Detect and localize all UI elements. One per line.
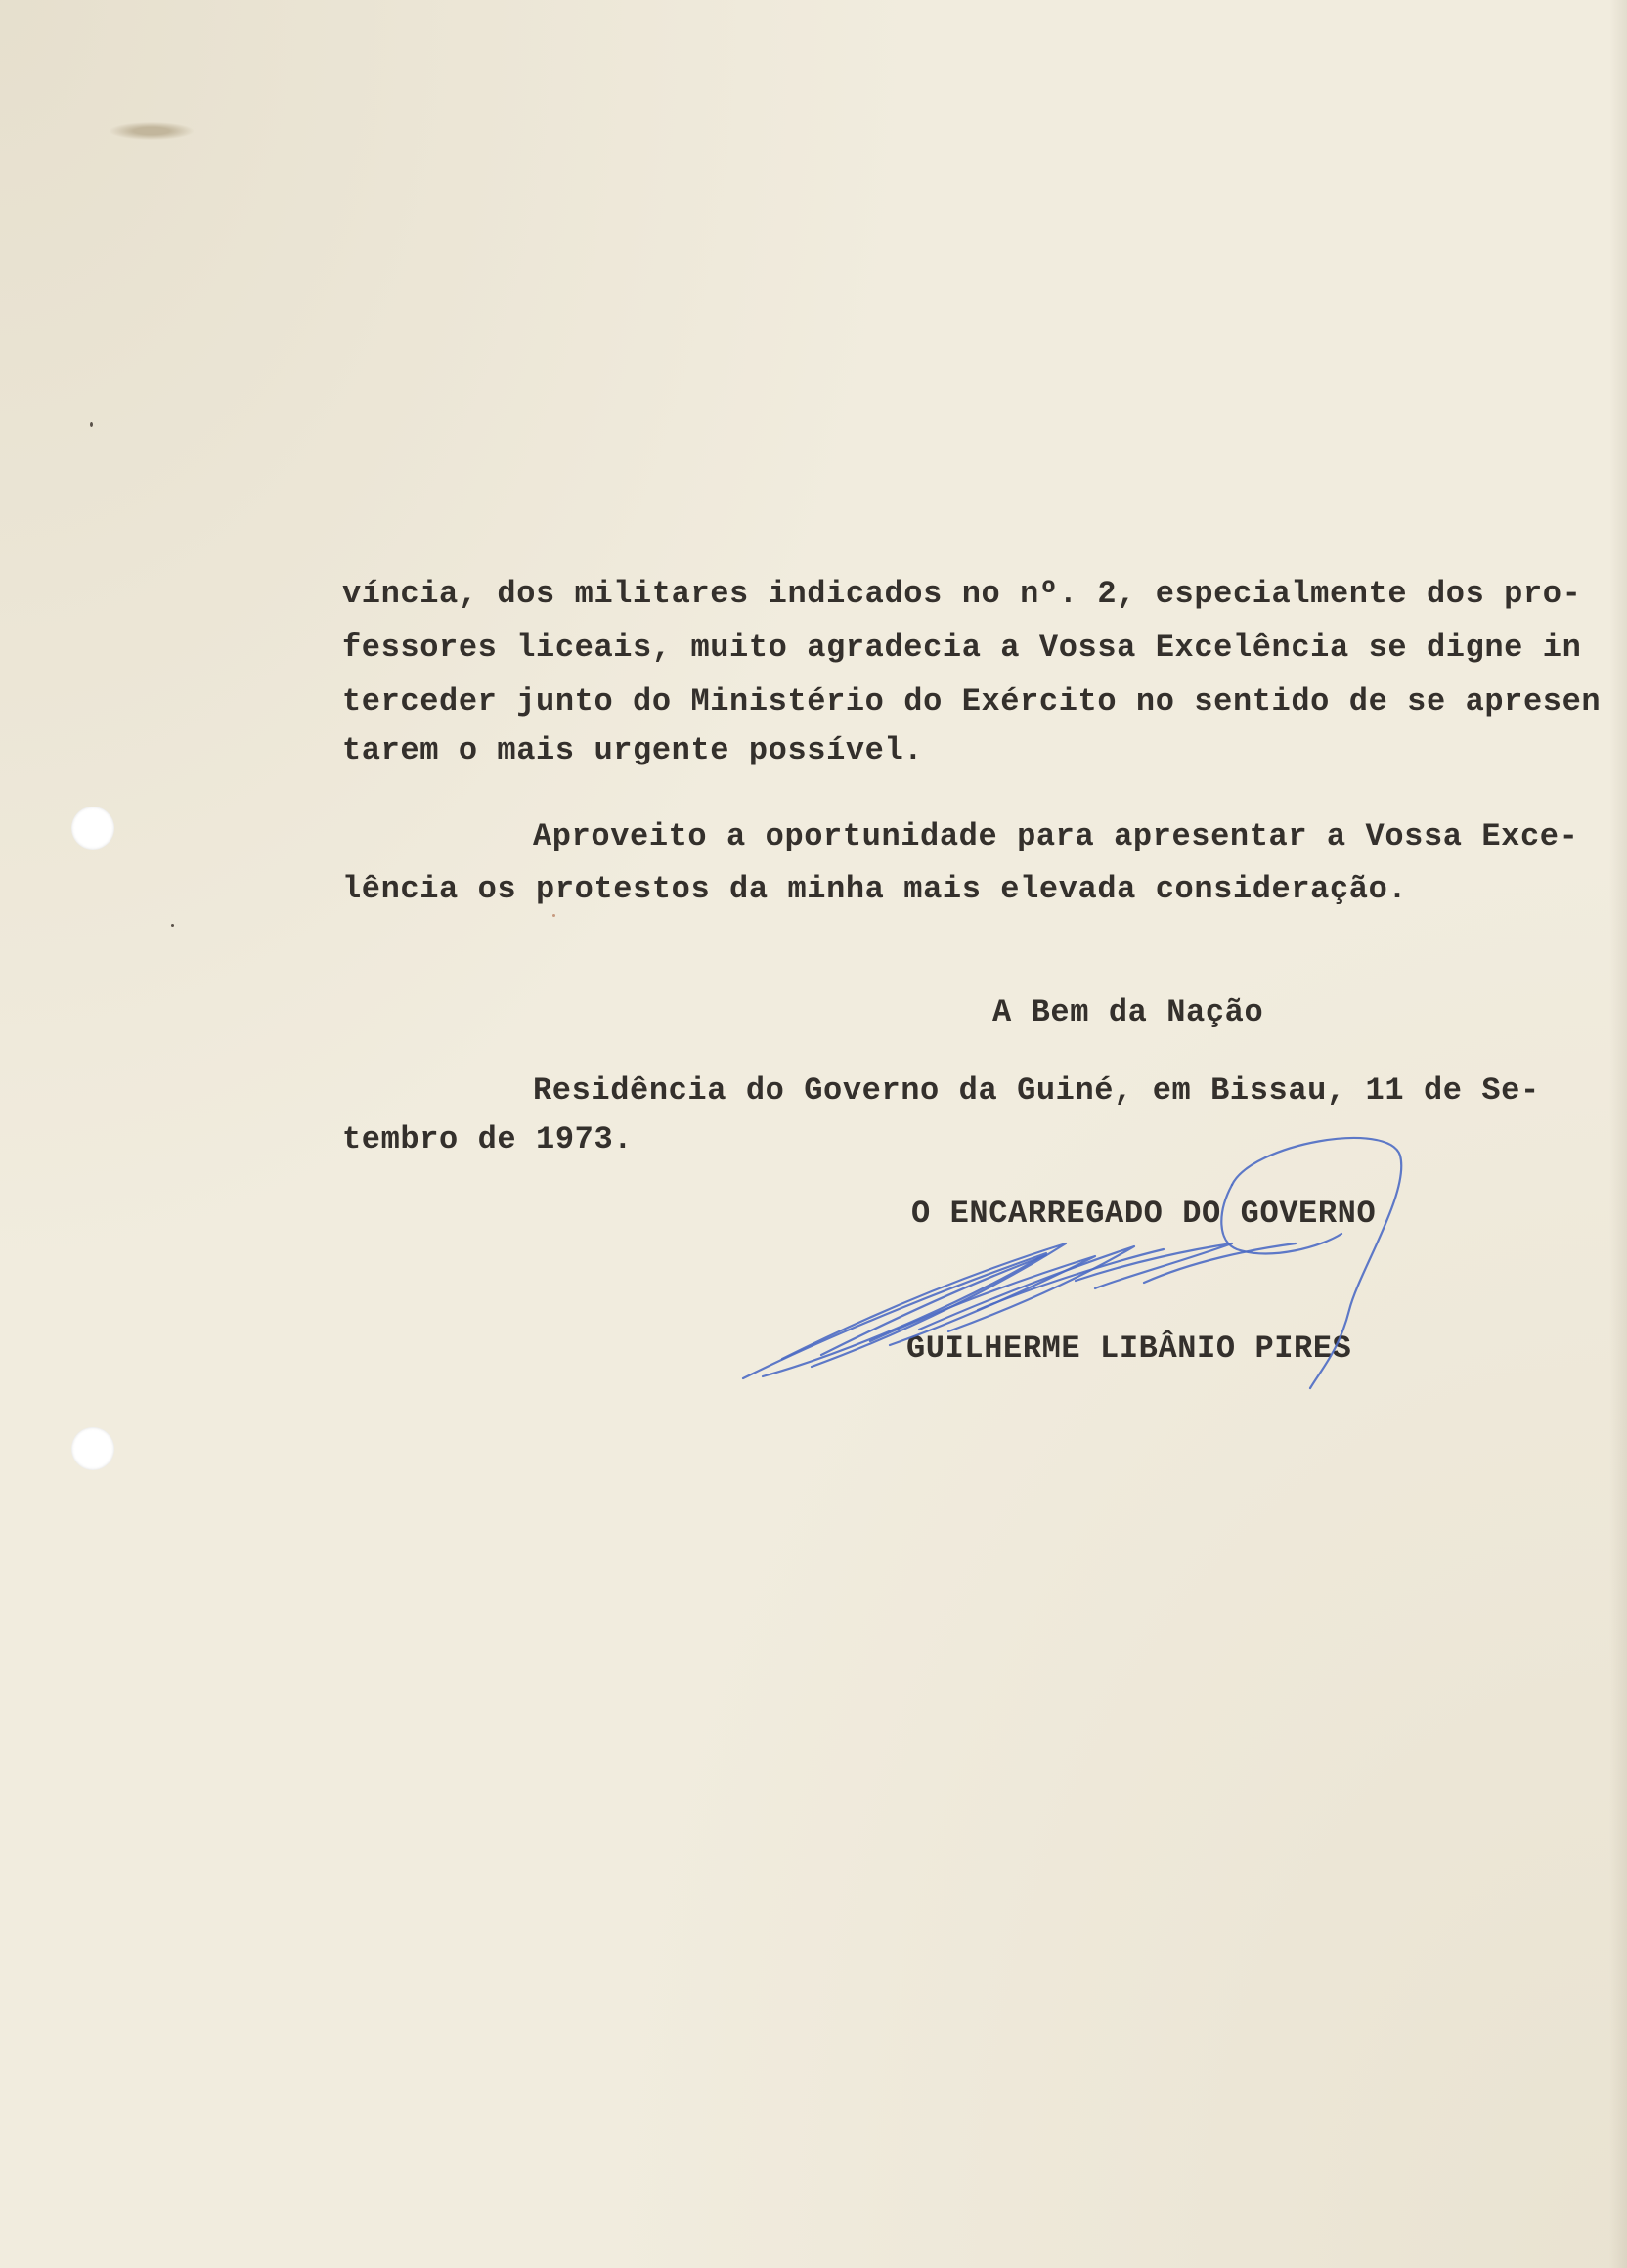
paper-tear-mark [110, 122, 194, 140]
place-date-line: tembro de 1973. [342, 1121, 634, 1157]
paragraph-2-line: lência os protestos da minha mais elevada consideração. [342, 871, 1408, 907]
punch-hole [71, 807, 114, 850]
paragraph-2-line: Aproveito a oportunidade para apresentar a Vossa Exce- [533, 818, 1579, 854]
signatory-name: GUILHERME LIBÂNIO PIRES [906, 1330, 1352, 1367]
punch-hole [71, 1427, 114, 1470]
paper-speck [90, 422, 93, 427]
paragraph-1-line: víncia, dos militares indicados no nº. 2, especialmente dos pro- [342, 576, 1582, 612]
handwritten-signature [724, 1124, 1428, 1398]
signatory-title: O ENCARREGADO DO GOVERNO [911, 1196, 1377, 1232]
paragraph-1-line: tarem o mais urgente possível. [342, 732, 924, 768]
paragraph-1-line: terceder junto do Ministério do Exército no sentido de se apresen [342, 683, 1602, 720]
place-date-line: Residência do Governo da Guiné, em Bissau, 11 de Se- [533, 1072, 1540, 1109]
paper-speck [171, 924, 174, 927]
paper-speck [552, 914, 555, 917]
paragraph-1-line: fessores liceais, muito agradecia a Vossa Excelência se digne in [342, 630, 1582, 666]
closing-salutation: A Bem da Nação [992, 994, 1264, 1030]
